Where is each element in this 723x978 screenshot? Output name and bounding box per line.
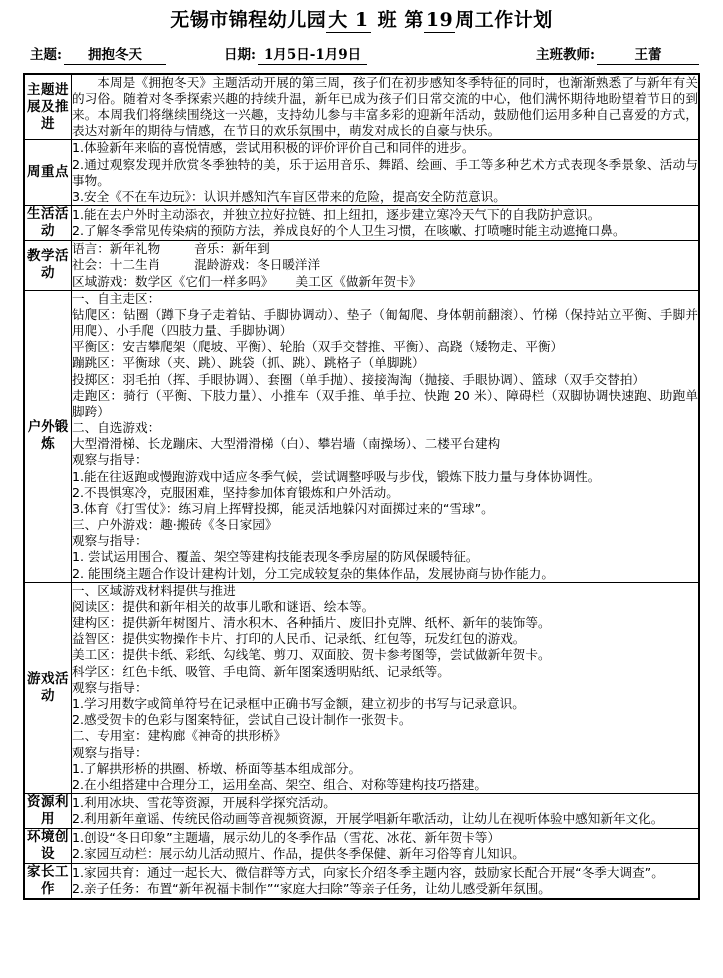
row-label-resources: 资源利用: [25, 794, 72, 829]
row-label-environment: 环境创设: [25, 829, 72, 864]
teaching-zone-math: 区域游戏：数学区《它们一样多吗》: [72, 273, 274, 289]
theme-value: 拥抱冬天: [64, 43, 166, 65]
table-row-resources: [25, 794, 699, 829]
row-content-resources: [72, 794, 699, 829]
table-row-life: [25, 206, 699, 241]
date-field: [224, 43, 367, 65]
games-line: 1.了解拱形桥的拱圈、桥墩、桥面等基本组成部分。: [72, 760, 362, 776]
weekly-focus-line: 2.通过观察发现并欣赏冬季独特的美，乐于运用音乐、舞蹈、绘画、手工等多种艺术方式表现冬季景象、活动与事物。: [72, 156, 698, 188]
outdoor-line: 观察与指导：: [72, 452, 148, 468]
row-content-weekly-focus: [72, 140, 699, 206]
theme-label: 主题:: [30, 46, 62, 63]
outdoor-line: 大型滑滑梯、长龙蹦床、大型滑滑梯（白）、攀岩墙（南操场）、二楼平台建构: [72, 436, 501, 452]
teacher-field: [536, 43, 699, 65]
table-row-progress: [25, 74, 699, 140]
row-label-games: 游戏活动: [25, 582, 72, 793]
games-line: 阅读区：提供和新年相关的故事儿歌和谜语、绘本等。: [72, 598, 375, 614]
teaching-language: 语言：新年礼物: [72, 241, 161, 257]
outdoor-line: 1. 尝试运用围合、覆盖、架空等建构技能表现冬季房屋的防风保暖特征。: [72, 549, 479, 565]
theme-field: [30, 43, 166, 65]
teaching-mixed-age: 混龄游戏：冬日暖洋洋: [194, 257, 321, 273]
row-label-teaching: 教学活动: [25, 241, 72, 291]
title-suffix: 周工作计划: [455, 9, 553, 31]
games-line: 美工区：提供卡纸、彩纸、勾线笔、剪刀、双面胶、贺卡参考图等，尝试做新年贺卡。: [72, 647, 551, 663]
row-content-teaching: [72, 241, 699, 291]
teaching-line-3: [72, 274, 698, 290]
games-line: 二、专用室：建构廊《神奇的拱形桥》: [72, 728, 287, 744]
games-line: 一、区域游戏材料提供与推进: [72, 582, 236, 598]
games-line: 建构区：提供新年树图片、清水积木、各种插片、废旧扑克牌、纸杯、新年的装饰等。: [72, 615, 551, 631]
weekly-focus-line: 3.安全《不在车边玩》：认识并感知汽车盲区带来的危险，提高安全防范意识。: [72, 189, 506, 204]
table-row-outdoor: [25, 290, 699, 582]
row-label-progress: 主题进展及推进: [25, 74, 72, 140]
date-label: 日期:: [223, 46, 256, 63]
row-content-life: [72, 206, 699, 241]
outdoor-line: 蹦跳区：平衡球（夹、跳）、跳袋（抓、跳）、跳格子（单脚跳）: [72, 355, 425, 371]
row-content-progress: [72, 74, 699, 140]
progress-paragraph: 本周是《拥抱冬天》主题活动开展的第三周，孩子们在初步感知冬季特征的同时，也渐渐熟悉了与新年有关的习俗。随着对冬季探索兴趣的持续升温，新年已成为孩子们日常交流的中心，他们满怀期待地盼望着节日的到来。本周我们将继续围绕这一兴趣，支持幼儿参与丰富多彩的迎新年活动，鼓励他们运用多种自己喜爱的方式，表达对新年的期待与情感，在节日的欢乐氛围中，萌发对成长的自豪与快乐。: [72, 74, 698, 139]
title-class-blank: 大 1: [328, 9, 369, 31]
row-content-outdoor: [72, 290, 699, 582]
table-row-games: [25, 582, 699, 793]
row-content-games: [72, 582, 699, 793]
outdoor-line: 3.体育《打雪仗》：练习肩上挥臂投掷，能灵活地躲闪对面掷过来的“雪球”。: [72, 500, 494, 516]
environment-line: 1.创设“冬日印象”主题墙，展示幼儿的冬季作品（雪花、冰花、新年贺卡等）: [72, 829, 501, 845]
row-content-environment: [72, 829, 699, 864]
outdoor-line: 平衡区：安吉攀爬架（爬坡、平衡）、轮胎（双手交替推、平衡）、高跷（矮物走、平衡）: [72, 339, 564, 355]
table-row-teaching: [25, 241, 699, 291]
plan-table-container: [23, 73, 700, 900]
teaching-music: 音乐：新年到: [194, 241, 270, 257]
row-label-life: 生活活动: [25, 206, 72, 241]
parents-line: 2.亲子任务：布置“新年祝福卡制作”“家庭大扫除”等亲子任务，让幼儿感受新年氛围。: [72, 881, 551, 897]
row-label-weekly-focus: 周重点: [25, 140, 72, 206]
games-line: 科学区：红色卡纸、吸管、手电筒、新年图案透明贴纸、记录纸等。: [72, 663, 450, 679]
games-line: 2.在小组搭建中合理分工，运用垒高、架空、组合、对称等建构技巧搭建。: [72, 776, 488, 792]
plan-table: [24, 74, 699, 899]
row-label-parents: 家长工作: [25, 864, 72, 899]
outdoor-line: 三、户外游戏：趣·搬砖《冬日家园》: [72, 517, 278, 533]
parents-line: 1.家园共育：通过一起长大、微信群等方式，向家长介绍冬季主题内容，鼓励家长配合开展“冬季大调查”。: [72, 864, 664, 880]
outdoor-line: 1.能在往返跑或慢跑游戏中适应冬季气候，尝试调整呼吸与步伐，锻炼下肢力量与身体协调性。: [72, 468, 601, 484]
outdoor-line: 走跑区：骑行（平衡、下肢力量）、小推车（双手推、单手拉、快跑 20 米）、障碍栏（双脚协调快速跑、助跑单脚跨）: [72, 387, 698, 419]
outdoor-line: 2. 能围绕主题合作设计建构计划，分工完成较复杂的集体作品，发展协商与协作能力。: [72, 565, 554, 581]
teaching-line-2: [72, 257, 698, 273]
title-week-blank: 19: [425, 9, 454, 31]
environment-line: 2.家园互动栏：展示幼儿活动照片、作品，提供冬季保健、新年习俗等育儿知识。: [72, 846, 525, 862]
outdoor-line: 一、自主走区：: [72, 290, 161, 306]
resources-line: 1.利用冰块、雪花等资源，开展科学探究活动。: [72, 794, 336, 810]
outdoor-line: 钻爬区：钻圈（蹲下身子走着钻、手脚协调动）、垫子（匍匐爬、身体朝前翻滚）、竹梯（保持站立平衡、手脚并用爬）、小手爬（四肢力量、手脚协调）: [72, 306, 698, 339]
teaching-line-1: [72, 241, 698, 257]
life-line: 1.能在去户外时主动添衣，并独立拉好拉链、扣上纽扣，逐步建立寒冷天气下的自我防护意识。: [72, 207, 601, 222]
row-label-outdoor: 户外锻炼: [25, 290, 72, 582]
table-row-weekly-focus: [25, 140, 699, 206]
teacher-label: 主班教师:: [536, 46, 595, 63]
games-line: 观察与指导：: [72, 744, 148, 760]
title-prefix: 无锡市锦程幼儿园: [170, 9, 327, 31]
outdoor-line: 观察与指导：: [72, 533, 148, 549]
title-mid: 班: [377, 9, 398, 31]
table-row-environment: [25, 829, 699, 864]
row-content-parents: [72, 864, 699, 899]
games-line: 益智区：提供实物操作卡片、打印的人民币、记录纸、红包等，玩发红包的游戏。: [72, 631, 526, 647]
life-line: 2.了解冬季常见传染病的预防方法，养成良好的个人卫生习惯，在咳嗽、打喷嚏时能主动遮掩口鼻。: [72, 223, 626, 239]
resources-line: 2.利用新年童谣、传统民俗动画等音视频资源，开展学唱新年歌活动，让幼儿在视听体验中感知新年文化。: [72, 811, 664, 827]
games-line: 观察与指导：: [72, 679, 148, 695]
teaching-zone-art: 美工区《做新年贺卡》: [295, 273, 422, 289]
outdoor-line: 投掷区：羽毛拍（挥、手眼协调）、套圈（单手抛）、接接淘淘（抛接、手眼协调）、篮球（双手交替拍）: [72, 371, 646, 387]
games-line: 2.感受贺卡的色彩与图案特征，尝试自己设计制作一张贺卡。: [72, 712, 412, 728]
games-line: 1.学习用数字或简单符号在记录框中正确书写金额，建立初步的书写与记录意识。: [72, 695, 525, 711]
outdoor-line: 2.不畏惧寒冷，克服困难，坚持参加体育锻炼和户外活动。: [72, 484, 399, 500]
teaching-society: 社会：十二生肖: [72, 257, 161, 273]
date-value: 1月5日-1月9日: [258, 43, 367, 65]
table-row-parents: [25, 864, 699, 899]
title-week-prefix: 第: [404, 9, 424, 31]
document-meta: [0, 43, 723, 65]
weekly-focus-line: 1.体验新年来临的喜悦情感，尝试用积极的评价评价自己和同伴的进步。: [72, 140, 475, 156]
outdoor-line: 二、自选游戏：: [72, 420, 161, 436]
teacher-value: 王蕾: [597, 43, 699, 65]
page-title: [0, 0, 723, 33]
